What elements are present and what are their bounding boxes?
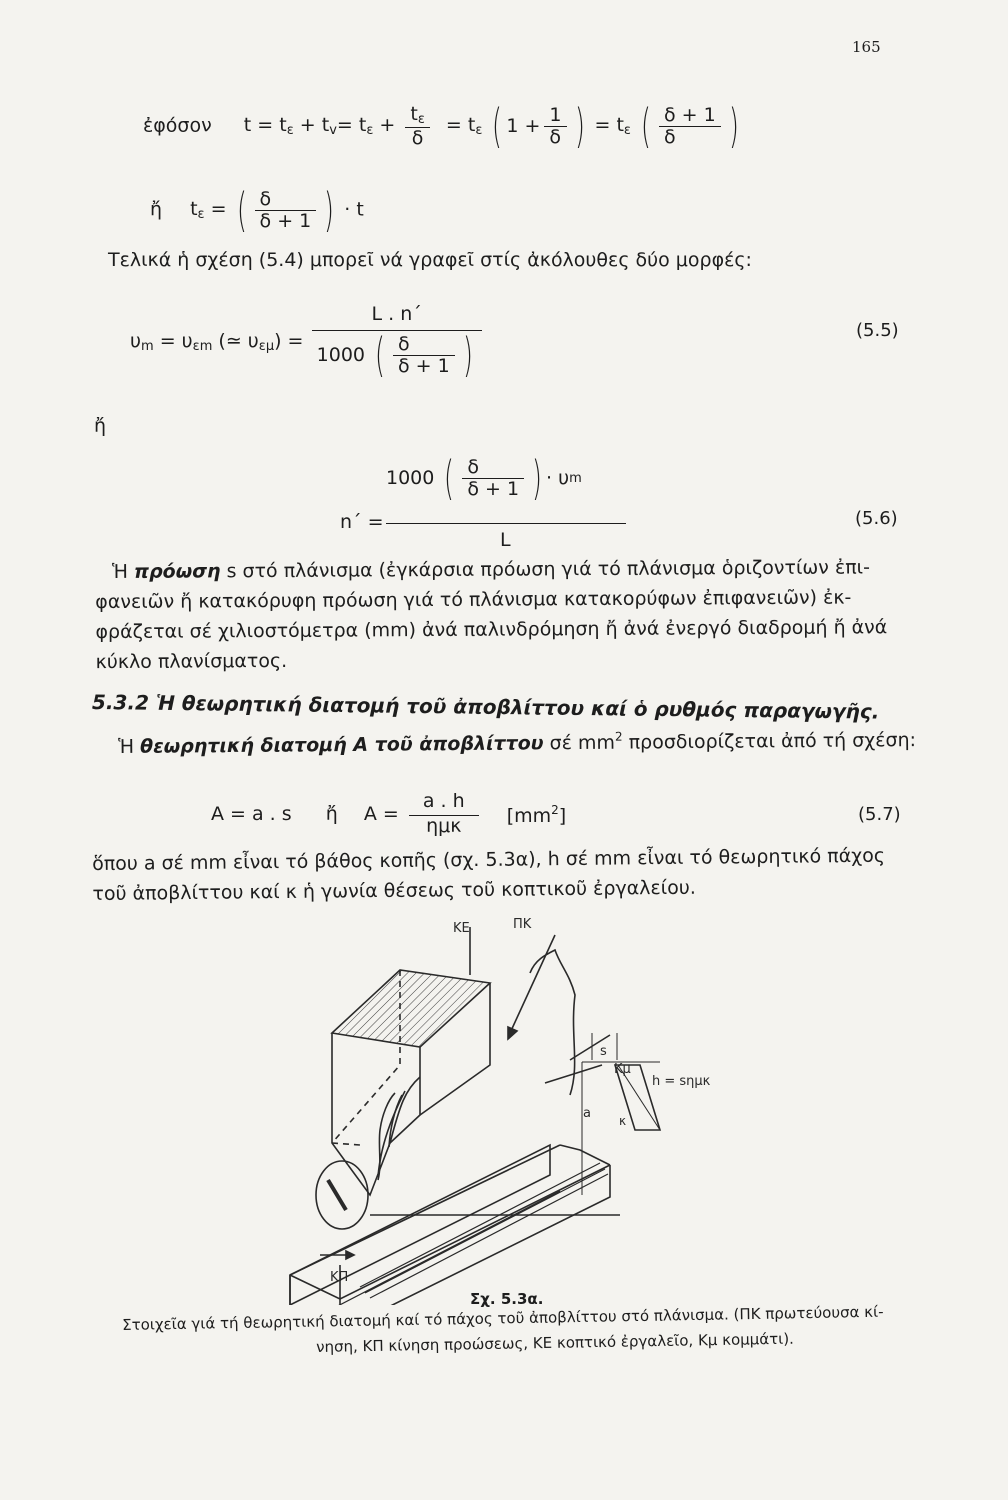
label-km: Κμ bbox=[614, 1062, 631, 1077]
page-number: 165 bbox=[852, 38, 881, 56]
section-heading: 5.3.2 Ἡ θεωρητική διατομή τοῦ ἀποβλίττου καί ὁ ρυθμός παραγωγῆς. bbox=[91, 690, 880, 724]
workpiece-and-tool-drawing bbox=[290, 927, 660, 1305]
equation-total-time: ἐφόσον $t = t_\varepsilon + t_v= t_\varepsilon$ + $\frac{t_\varepsilon}{\delta}$ = $t_\varepsilon$ ( 1 + $\frac{1}{\delta}$ ) = $t_\varepsilon$ ( $\frac{\delta + 1}{\delta}$ ) bbox=[143, 99, 739, 153]
fraction-te-over-delta: $\frac{t_\varepsilon}{\delta}$ bbox=[405, 104, 429, 149]
label-ke: ΚΕ bbox=[453, 921, 470, 936]
equation-5-6-fraction-bar bbox=[386, 523, 626, 524]
equation-number-5-5: (5.5) bbox=[856, 320, 899, 341]
equation-5-6-lhs: n΄ = bbox=[340, 511, 384, 533]
equation-number-5-6: (5.6) bbox=[855, 508, 898, 529]
paragraph-section-area: Ἡ θεωρητική διατομή A τοῦ ἀποβλίττου σέ $mm^2$ προσδιορίζεται ἀπό τή σχέση: bbox=[118, 729, 917, 758]
figure-caption-line-2: νηση, ΚΠ κίνηση προώσεως, ΚΕ κοπτικό ἐργαλεῖο, Κμ κομμάτι). bbox=[316, 1329, 795, 1356]
label-pk: ΠΚ bbox=[513, 917, 532, 932]
label-h: h = sημκ bbox=[652, 1074, 711, 1089]
label-kp: ΚΠ bbox=[330, 1270, 349, 1285]
paragraph-feed: Ἡ πρόωση s στό πλάνισμα (ἐγκάρσια πρόωση γιά τό πλάνισμα ὁριζοντίων ἐπι- φανειῶν ἤ κατακόρυφη πρόωση γιά τό πλάνισμα κατακορύφων ἐπιφανειῶν) ἐκ- φράζεται σέ χιλιοστόμετρα (mm) ἀνά παλινδρόμηση ἤ ἀνά ἐνεργό διαδρομή ἤ ἀνά κύκλο πλανίσματος. bbox=[95, 556, 888, 674]
equation-cutting-time: ἤ $t_\varepsilon$ = ( $\frac{\delta}{\delta + 1}$ ) · t bbox=[150, 183, 364, 237]
label-a: a bbox=[583, 1106, 591, 1121]
equation-5-6-denominator: L bbox=[500, 529, 511, 551]
equation-5-6-numerator: 1000 ( $\frac{\delta}{\delta + 1}$ ) · υm bbox=[386, 451, 582, 505]
equation-5-7: A = a . s ἤ A = a . h ημκ $[mm^2]$ bbox=[211, 790, 567, 837]
eq-label: ἐφόσον bbox=[143, 114, 212, 137]
figure-caption-line-1: Στοιχεῖα γιά τή θεωρητική διατομή καί τό πάχος τοῦ ἀποβλίττου στό πλάνισμα. (ΠΚ πρωτεύουσα κί- bbox=[122, 1302, 884, 1334]
or-word: ἤ bbox=[94, 415, 107, 437]
intro-paragraph: Τελικά ἡ σχέση (5.4) μπορεῖ νά γραφεῖ στίς ἀκόλουθες δύο μορφές: bbox=[108, 249, 752, 271]
planing-tool-figure bbox=[270, 915, 750, 1305]
label-k: κ bbox=[619, 1114, 627, 1128]
label-s: s bbox=[600, 1044, 607, 1059]
figure-title: Σχ. 5.3α. bbox=[470, 1290, 544, 1308]
paragraph-definitions: ὅπου a σέ mm εἶναι τό βάθος κοπῆς (σχ. 5.3α), h σέ mm εἶναι τό θεωρητικό πάχος τοῦ ἀποβλίττου καί κ ἡ γωνία θέσεως τοῦ κοπτικοῦ ἐργαλείου. bbox=[92, 844, 886, 905]
equation-5-5: $\upsilon_m = \upsilon_{\varepsilon m}$ (≃ $\upsilon_{\varepsilon\mu}$) = L . n΄ 1000 ( $\frac{\delta}{\delta + 1}$ ) bbox=[130, 305, 486, 379]
equation-number-5-7: (5.7) bbox=[858, 804, 901, 825]
